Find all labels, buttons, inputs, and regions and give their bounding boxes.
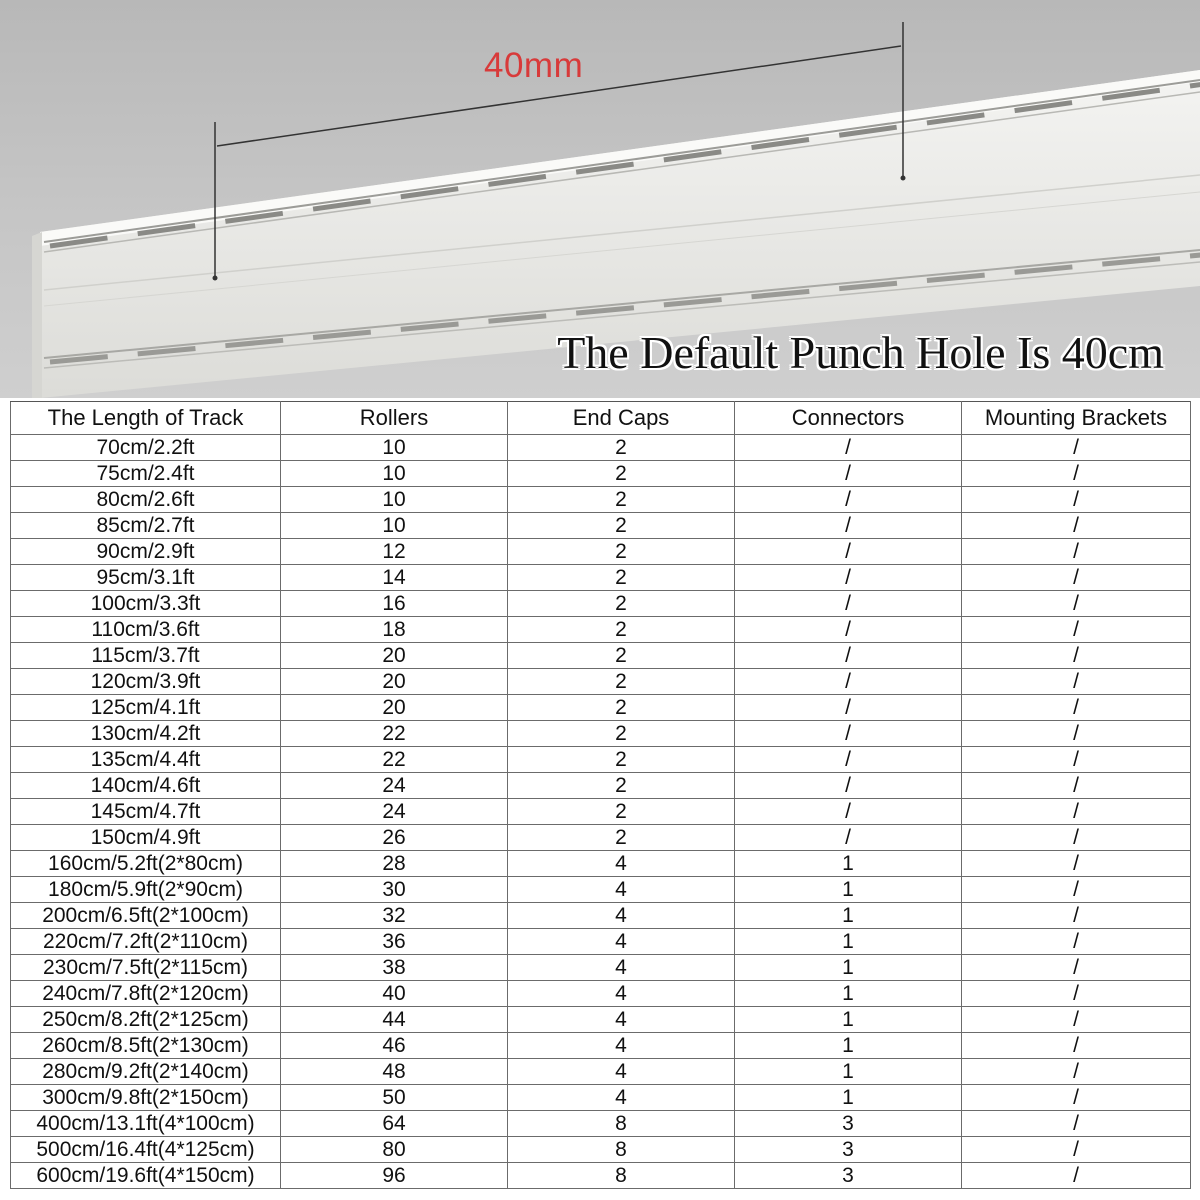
cell-track-length: 260cm/8.5ft(2*130cm) xyxy=(11,1033,281,1059)
cell-connectors: 1 xyxy=(735,929,962,955)
cell-track-length: 135cm/4.4ft xyxy=(11,747,281,773)
cell-end-caps: 2 xyxy=(508,669,735,695)
header-connectors: Connectors xyxy=(735,402,962,435)
cell-track-length: 240cm/7.8ft(2*120cm) xyxy=(11,981,281,1007)
cell-track-length: 250cm/8.2ft(2*125cm) xyxy=(11,1007,281,1033)
cell-mounting-brackets: / xyxy=(962,1007,1191,1033)
cell-rollers: 20 xyxy=(281,695,508,721)
cell-end-caps: 8 xyxy=(508,1111,735,1137)
table-row xyxy=(11,1137,1191,1163)
cell-rollers: 22 xyxy=(281,747,508,773)
cell-rollers: 96 xyxy=(281,1163,508,1189)
cell-track-length: 70cm/2.2ft xyxy=(11,435,281,461)
cell-track-length: 600cm/19.6ft(4*150cm) xyxy=(11,1163,281,1189)
cell-mounting-brackets: / xyxy=(962,851,1191,877)
cell-track-length: 110cm/3.6ft xyxy=(11,617,281,643)
cell-rollers: 16 xyxy=(281,591,508,617)
cell-track-length: 100cm/3.3ft xyxy=(11,591,281,617)
cell-rollers: 26 xyxy=(281,825,508,851)
cell-connectors: / xyxy=(735,669,962,695)
cell-end-caps: 2 xyxy=(508,591,735,617)
table-row xyxy=(11,669,1191,695)
cell-end-caps: 4 xyxy=(508,955,735,981)
cell-rollers: 80 xyxy=(281,1137,508,1163)
cell-connectors: / xyxy=(735,695,962,721)
table-row xyxy=(11,1085,1191,1111)
cell-rollers: 40 xyxy=(281,981,508,1007)
punch-hole-caption: The Default Punch Hole Is 40cm xyxy=(557,327,1164,378)
cell-track-length: 400cm/13.1ft(4*100cm) xyxy=(11,1111,281,1137)
cell-track-length: 180cm/5.9ft(2*90cm) xyxy=(11,877,281,903)
cell-connectors: / xyxy=(735,799,962,825)
cell-end-caps: 4 xyxy=(508,929,735,955)
cell-rollers: 18 xyxy=(281,617,508,643)
cell-mounting-brackets: / xyxy=(962,669,1191,695)
cell-end-caps: 8 xyxy=(508,1137,735,1163)
table-header-row xyxy=(11,402,1191,435)
cell-mounting-brackets: / xyxy=(962,591,1191,617)
cell-end-caps: 4 xyxy=(508,903,735,929)
dimension-label: 40mm xyxy=(484,46,584,85)
cell-rollers: 28 xyxy=(281,851,508,877)
table-row xyxy=(11,1059,1191,1085)
cell-end-caps: 2 xyxy=(508,747,735,773)
cell-connectors: 1 xyxy=(735,877,962,903)
cell-mounting-brackets: / xyxy=(962,1085,1191,1111)
cell-mounting-brackets: / xyxy=(962,799,1191,825)
cell-end-caps: 2 xyxy=(508,513,735,539)
cell-mounting-brackets: / xyxy=(962,643,1191,669)
cell-mounting-brackets: / xyxy=(962,773,1191,799)
cell-connectors: / xyxy=(735,721,962,747)
cell-end-caps: 2 xyxy=(508,643,735,669)
table-row xyxy=(11,929,1191,955)
cell-connectors: / xyxy=(735,643,962,669)
table-row xyxy=(11,643,1191,669)
cell-connectors: / xyxy=(735,487,962,513)
cell-mounting-brackets: / xyxy=(962,981,1191,1007)
cell-connectors: 1 xyxy=(735,1085,962,1111)
cell-connectors: / xyxy=(735,461,962,487)
cell-connectors: 1 xyxy=(735,851,962,877)
table-body xyxy=(11,435,1191,1189)
cell-end-caps: 2 xyxy=(508,617,735,643)
cell-connectors: 1 xyxy=(735,1033,962,1059)
cell-mounting-brackets: / xyxy=(962,825,1191,851)
cell-rollers: 20 xyxy=(281,643,508,669)
table-row xyxy=(11,721,1191,747)
table-row xyxy=(11,435,1191,461)
cell-mounting-brackets: / xyxy=(962,903,1191,929)
cell-track-length: 130cm/4.2ft xyxy=(11,721,281,747)
cell-connectors: 1 xyxy=(735,955,962,981)
table-row xyxy=(11,565,1191,591)
cell-rollers: 30 xyxy=(281,877,508,903)
header-rollers: Rollers xyxy=(281,402,508,435)
cell-track-length: 160cm/5.2ft(2*80cm) xyxy=(11,851,281,877)
cell-mounting-brackets: / xyxy=(962,1163,1191,1189)
cell-end-caps: 8 xyxy=(508,1163,735,1189)
cell-rollers: 22 xyxy=(281,721,508,747)
table-row xyxy=(11,461,1191,487)
cell-connectors: / xyxy=(735,565,962,591)
cell-mounting-brackets: / xyxy=(962,539,1191,565)
cell-track-length: 90cm/2.9ft xyxy=(11,539,281,565)
cell-rollers: 32 xyxy=(281,903,508,929)
table-row xyxy=(11,617,1191,643)
cell-mounting-brackets: / xyxy=(962,461,1191,487)
cell-track-length: 125cm/4.1ft xyxy=(11,695,281,721)
cell-rollers: 44 xyxy=(281,1007,508,1033)
cell-end-caps: 2 xyxy=(508,461,735,487)
cell-rollers: 14 xyxy=(281,565,508,591)
table-row xyxy=(11,1007,1191,1033)
cell-mounting-brackets: / xyxy=(962,695,1191,721)
cell-end-caps: 4 xyxy=(508,1007,735,1033)
cell-end-caps: 2 xyxy=(508,773,735,799)
cell-track-length: 80cm/2.6ft xyxy=(11,487,281,513)
table-row xyxy=(11,773,1191,799)
table-row xyxy=(11,591,1191,617)
cell-connectors: 3 xyxy=(735,1111,962,1137)
cell-connectors: / xyxy=(735,435,962,461)
cell-rollers: 46 xyxy=(281,1033,508,1059)
cell-end-caps: 4 xyxy=(508,981,735,1007)
cell-connectors: 1 xyxy=(735,1007,962,1033)
cell-track-length: 75cm/2.4ft xyxy=(11,461,281,487)
header-length-of-track: The Length of Track xyxy=(11,402,281,435)
cell-end-caps: 4 xyxy=(508,1059,735,1085)
table-row xyxy=(11,877,1191,903)
table-row xyxy=(11,1111,1191,1137)
cell-rollers: 20 xyxy=(281,669,508,695)
cell-rollers: 64 xyxy=(281,1111,508,1137)
cell-mounting-brackets: / xyxy=(962,565,1191,591)
cell-track-length: 120cm/3.9ft xyxy=(11,669,281,695)
cell-connectors: / xyxy=(735,825,962,851)
table-row xyxy=(11,903,1191,929)
cell-track-length: 145cm/4.7ft xyxy=(11,799,281,825)
cell-end-caps: 4 xyxy=(508,1085,735,1111)
cell-end-caps: 2 xyxy=(508,487,735,513)
table-row xyxy=(11,487,1191,513)
cell-mounting-brackets: / xyxy=(962,955,1191,981)
cell-track-length: 220cm/7.2ft(2*110cm) xyxy=(11,929,281,955)
cell-end-caps: 4 xyxy=(508,877,735,903)
table-row xyxy=(11,1033,1191,1059)
cell-rollers: 24 xyxy=(281,799,508,825)
table-row xyxy=(11,799,1191,825)
cell-mounting-brackets: / xyxy=(962,1111,1191,1137)
cell-end-caps: 2 xyxy=(508,695,735,721)
cell-connectors: 3 xyxy=(735,1163,962,1189)
cell-end-caps: 4 xyxy=(508,1033,735,1059)
cell-rollers: 48 xyxy=(281,1059,508,1085)
cell-end-caps: 2 xyxy=(508,721,735,747)
track-product-photo xyxy=(0,0,1200,398)
table-row xyxy=(11,695,1191,721)
cell-connectors: 3 xyxy=(735,1137,962,1163)
cell-track-length: 300cm/9.8ft(2*150cm) xyxy=(11,1085,281,1111)
cell-end-caps: 2 xyxy=(508,435,735,461)
cell-end-caps: 2 xyxy=(508,825,735,851)
cell-track-length: 280cm/9.2ft(2*140cm) xyxy=(11,1059,281,1085)
cell-mounting-brackets: / xyxy=(962,435,1191,461)
cell-rollers: 10 xyxy=(281,461,508,487)
table-row xyxy=(11,955,1191,981)
table-row xyxy=(11,747,1191,773)
cell-rollers: 36 xyxy=(281,929,508,955)
cell-end-caps: 2 xyxy=(508,539,735,565)
table-row xyxy=(11,539,1191,565)
cell-rollers: 38 xyxy=(281,955,508,981)
header-end-caps: End Caps xyxy=(508,402,735,435)
cell-end-caps: 2 xyxy=(508,799,735,825)
cell-mounting-brackets: / xyxy=(962,513,1191,539)
track-spec-table xyxy=(10,401,1191,1189)
cell-connectors: 1 xyxy=(735,1059,962,1085)
cell-end-caps: 2 xyxy=(508,565,735,591)
cell-rollers: 50 xyxy=(281,1085,508,1111)
table-row xyxy=(11,825,1191,851)
cell-track-length: 95cm/3.1ft xyxy=(11,565,281,591)
cell-connectors: / xyxy=(735,773,962,799)
cell-connectors: / xyxy=(735,617,962,643)
cell-mounting-brackets: / xyxy=(962,721,1191,747)
cell-track-length: 500cm/16.4ft(4*125cm) xyxy=(11,1137,281,1163)
table-row xyxy=(11,1163,1191,1189)
cell-rollers: 10 xyxy=(281,513,508,539)
cell-mounting-brackets: / xyxy=(962,1059,1191,1085)
cell-track-length: 200cm/6.5ft(2*100cm) xyxy=(11,903,281,929)
cell-track-length: 140cm/4.6ft xyxy=(11,773,281,799)
table-row xyxy=(11,851,1191,877)
cell-rollers: 12 xyxy=(281,539,508,565)
table-row xyxy=(11,513,1191,539)
table-row xyxy=(11,981,1191,1007)
cell-mounting-brackets: / xyxy=(962,617,1191,643)
cell-mounting-brackets: / xyxy=(962,747,1191,773)
cell-mounting-brackets: / xyxy=(962,1137,1191,1163)
cell-connectors: / xyxy=(735,513,962,539)
cell-rollers: 10 xyxy=(281,435,508,461)
cell-rollers: 10 xyxy=(281,487,508,513)
cell-connectors: / xyxy=(735,591,962,617)
cell-end-caps: 4 xyxy=(508,851,735,877)
cell-rollers: 24 xyxy=(281,773,508,799)
header-mounting-brackets: Mounting Brackets xyxy=(962,402,1191,435)
cell-track-length: 230cm/7.5ft(2*115cm) xyxy=(11,955,281,981)
cell-mounting-brackets: / xyxy=(962,877,1191,903)
cell-mounting-brackets: / xyxy=(962,929,1191,955)
cell-track-length: 85cm/2.7ft xyxy=(11,513,281,539)
cell-connectors: 1 xyxy=(735,981,962,1007)
cell-mounting-brackets: / xyxy=(962,487,1191,513)
cell-connectors: / xyxy=(735,747,962,773)
cell-connectors: / xyxy=(735,539,962,565)
cell-track-length: 150cm/4.9ft xyxy=(11,825,281,851)
cell-track-length: 115cm/3.7ft xyxy=(11,643,281,669)
cell-connectors: 1 xyxy=(735,903,962,929)
cell-mounting-brackets: / xyxy=(962,1033,1191,1059)
